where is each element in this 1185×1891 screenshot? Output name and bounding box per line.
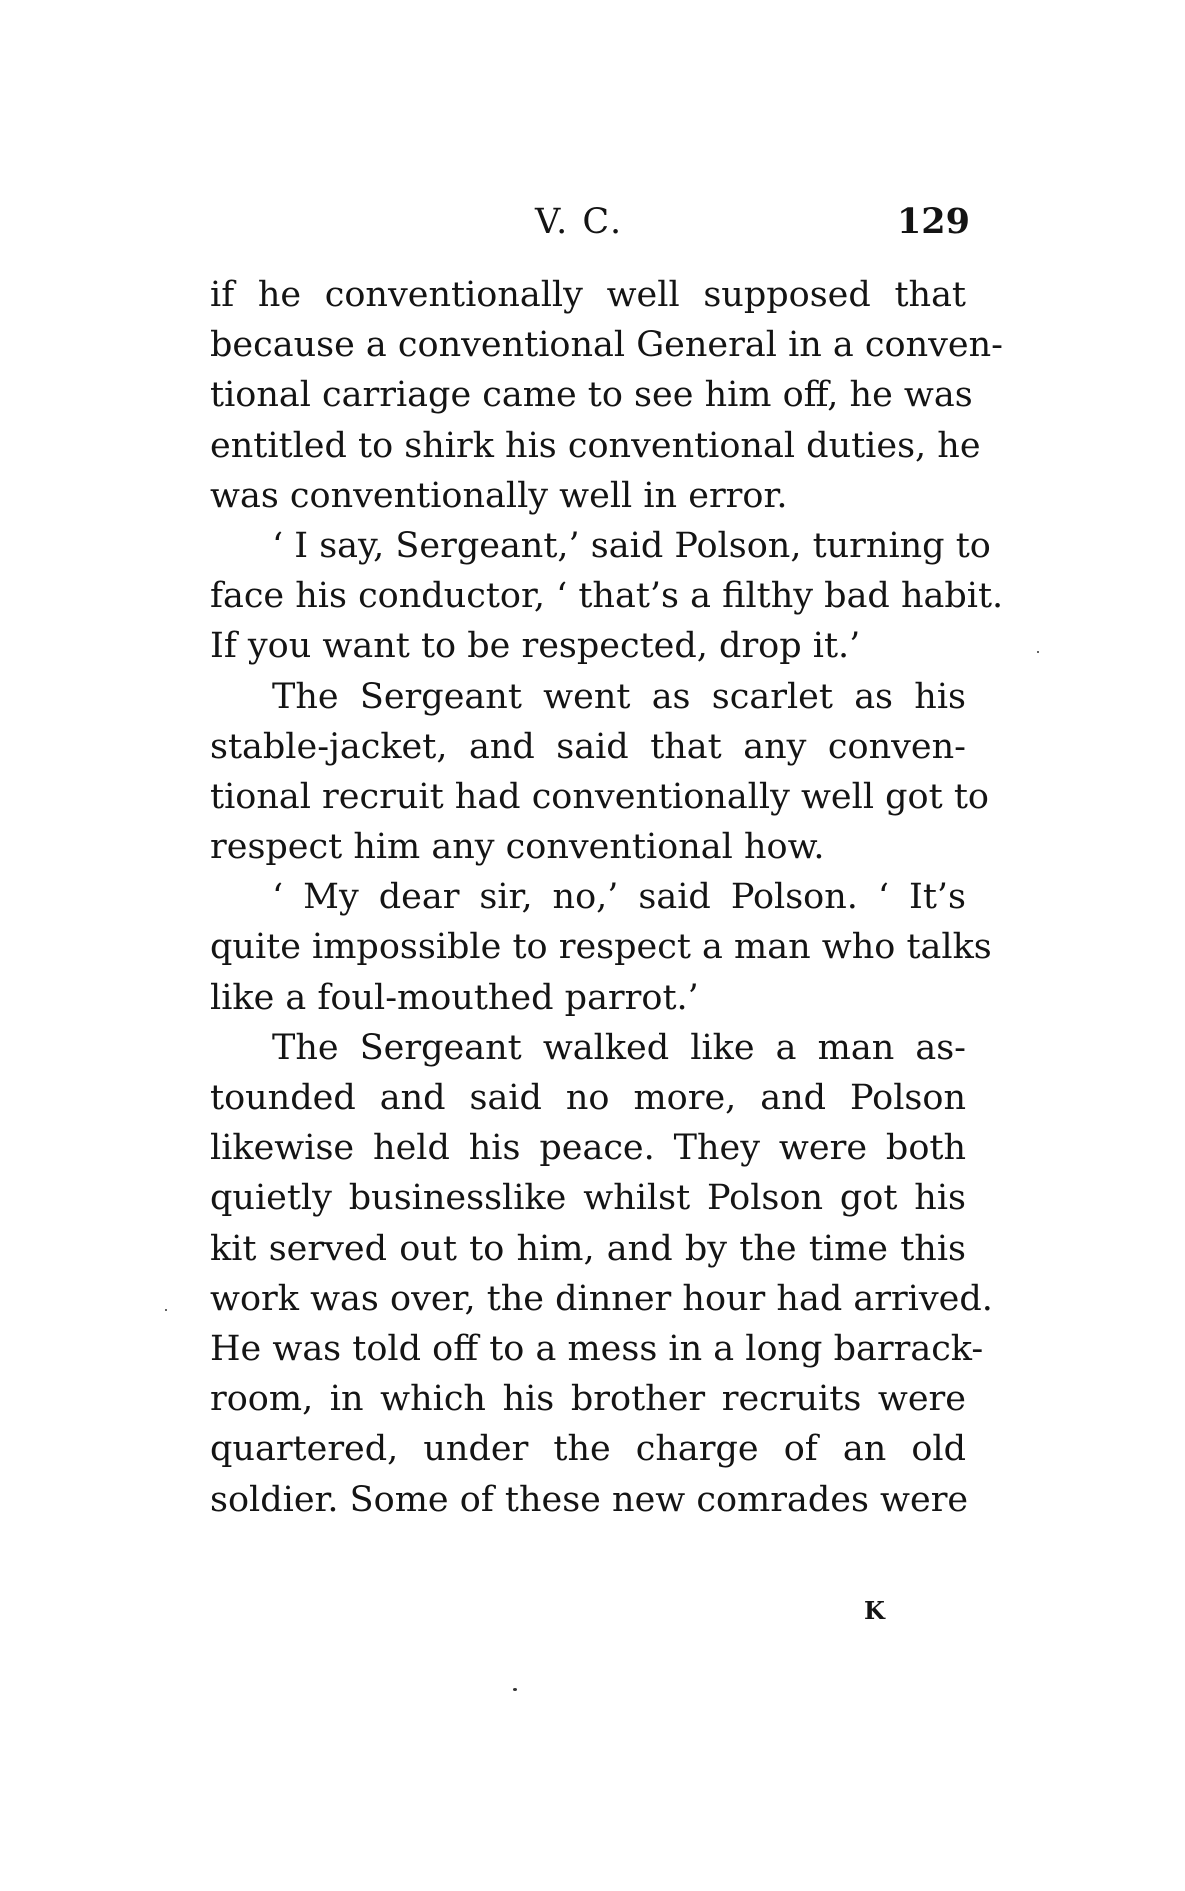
text-line: quietly businesslike whilst Polson got his xyxy=(210,1178,966,1219)
text-line: face his conductor, ‘ that’s a filthy bad habit. xyxy=(210,576,1004,617)
paragraph-start-line: The Sergeant went as scarlet as his xyxy=(272,676,966,717)
text-line: likewise held his peace. They were both xyxy=(210,1128,966,1169)
text-line: work was over, the dinner hour had arrived. xyxy=(210,1278,993,1319)
running-header xyxy=(210,198,980,246)
text-line: If you want to be respected, drop it.’ xyxy=(210,626,861,667)
catchword: K xyxy=(864,1596,885,1625)
ink-speck xyxy=(513,1688,517,1691)
text-line: tional recruit had conventionally well got to xyxy=(210,776,989,817)
text-line: tounded and said no more, and Polson xyxy=(210,1078,966,1118)
text-line: soldier. Some of these new comrades were xyxy=(210,1479,969,1520)
text-line: room, in which his brother recruits were xyxy=(210,1379,966,1420)
page-number: 129 xyxy=(896,201,970,242)
ink-speck xyxy=(165,1309,167,1311)
paragraph-start-line: ‘ I say, Sergeant,’ said Polson, turning to xyxy=(272,525,991,566)
text-line: like a foul-mouthed parrot.’ xyxy=(210,977,699,1018)
text-line: He was told off to a mess in a long barrack- xyxy=(210,1328,984,1369)
text-line: was conventionally well in error. xyxy=(210,475,788,516)
text-line: entitled to shirk his conventional duties, he xyxy=(210,425,981,466)
text-line: quartered, under the charge of an old xyxy=(210,1429,966,1470)
body-text xyxy=(210,270,1004,1525)
text-line: kit served out to him, and by the time this xyxy=(210,1228,966,1269)
text-line: stable-jacket, and said that any conven- xyxy=(210,726,966,767)
text-line: because a conventional General in a conven- xyxy=(210,325,1003,366)
text-line: respect him any conventional how. xyxy=(210,827,825,868)
text-line: quite impossible to respect a man who talks xyxy=(210,927,992,968)
text-line: tional carriage came to see him off, he was xyxy=(210,375,973,416)
ink-speck xyxy=(1037,651,1039,653)
running-title: V. C. xyxy=(535,202,624,242)
text-line: if he conventionally well supposed that xyxy=(210,275,966,315)
paragraph-start-line: The Sergeant walked like a man as- xyxy=(272,1027,966,1068)
paragraph-start-line: ‘ My dear sir, no,’ said Polson. ‘ It’s xyxy=(272,877,966,918)
